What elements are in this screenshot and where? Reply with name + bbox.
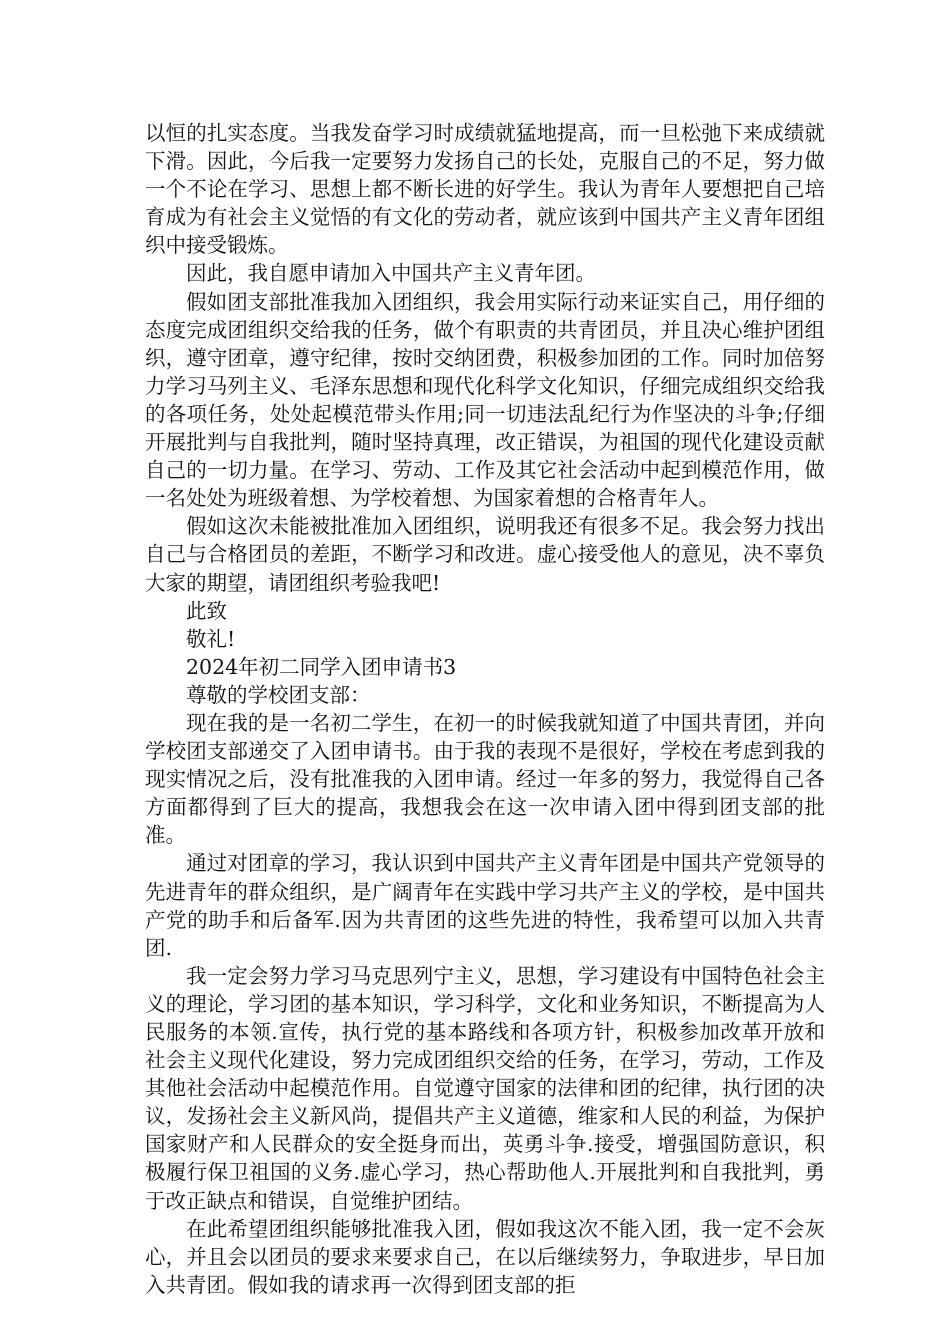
- greeting: 尊敬的学校团支部：: [186, 682, 371, 707]
- paragraph-commitments: 我一定会努力学习马克思列宁主义，思想，学习建设有中国特色社会主义的理论，学习团的基本知识，学习科学，文化和业务知识，不断提高为人民服务的本领.宣传，执行党的基本路线和各项方针，积极参加改革开放和社会主义现代化建设，努力完成团组织交给的任务，在学习，劳动，工作及其他社会活动中起模范作用。自觉遵守国家的法律和团的纪律，执行团的决议，发扬社会主义新风尚，提倡共产主义道德，维家和人民的利益，为保护国家财产和人民群众的安全挺身而出，英勇斗争.接受，增强国防意识，积极履行保卫祖国的义务.虚心学习，热心帮助他人.开展批判和自我批判，勇于改正缺点和错误，自觉维护团结。: [145, 963, 825, 1213]
- paragraph-continuation: 以恒的扎实态度。当我发奋学习时成绩就猛地提高，而一旦松弛下来成绩就下滑。因此，今后我一定要努力发扬自己的长处，克服自己的不足，努力做一个不论在学习、思想上都不断长进的好学生。我认为青年人要想把自己培育成为有社会主义觉悟的有文化的劳动者，就应该到中国共产主义青年团组织中接受锻炼。: [145, 121, 825, 258]
- document-body: [145, 119, 825, 1299]
- paragraph-introduction: 现在我的是一名初二学生，在初一的时候我就知道了中国共青团，并向学校团支部递交了入团申请书。由于我的表现不是很好，学校在考虑到我的现实情况之后，没有批准我的入团申请。经过一年多的努力，我觉得自己各方面都得到了巨大的提高，我想我会在这一次申请入团中得到团支部的批准。: [145, 710, 825, 848]
- paragraph-apply-statement: 因此，我自愿申请加入中国共产主义青年团。: [186, 261, 596, 286]
- paragraph-charter-study: 通过对团章的学习，我认识到中国共产主义青年团是中国共产党领导的先进青年的群众组织，是广阔青年在实践中学习共产主义的学校，是中国共产党的助手和后备军.因为共青团的这些先进的特性，我希望可以加入共青团.: [145, 851, 825, 960]
- paragraph-if-not-approved: 假如这次未能被批准加入团组织，说明我还有很多不足。我会努力找出自己与合格团员的差距，不断学习和改进。虚心接受他人的意见，决不辜负大家的期望，请团组织考验我吧!: [145, 514, 825, 595]
- paragraph-if-approved: 假如团支部批准我加入团组织，我会用实际行动来证实自己，用仔细的态度完成团组织交给我的任务，做个有职责的共青团员，并且决心维护团组织，遵守团章，遵守纪律，按时交纳团费，积极参加团的工作。同时加倍努力学习马列主义、毛泽东思想和现代化科学文化知识，仔细完成组织交给我的各项任务，处处起模范带头作用;同一切违法乱纪行为作坚决的斗争;仔细开展批判与自我批判，随时坚持真理，改正错误，为祖国的现代化建设贡献自己的一切力量。在学习、劳动、工作及其它社会活动中起到模范作用，做一名处处为班级着想、为学校着想、为国家着想的合格青年人。: [145, 289, 825, 511]
- closing-salutation: 此致: [186, 598, 227, 623]
- closing-regards: 敬礼!: [186, 626, 236, 651]
- paragraph-hope: 在此希望团组织能够批准我入团，假如我这次不能入团，我一定不会灰心，并且会以团员的要求来要求自己，在以后继续努力，争取进步，早日加入共青团。假如我的请求再一次得到团支部的拒: [145, 1216, 825, 1297]
- section-title: 2024年初二同学入团申请书3: [186, 654, 457, 679]
